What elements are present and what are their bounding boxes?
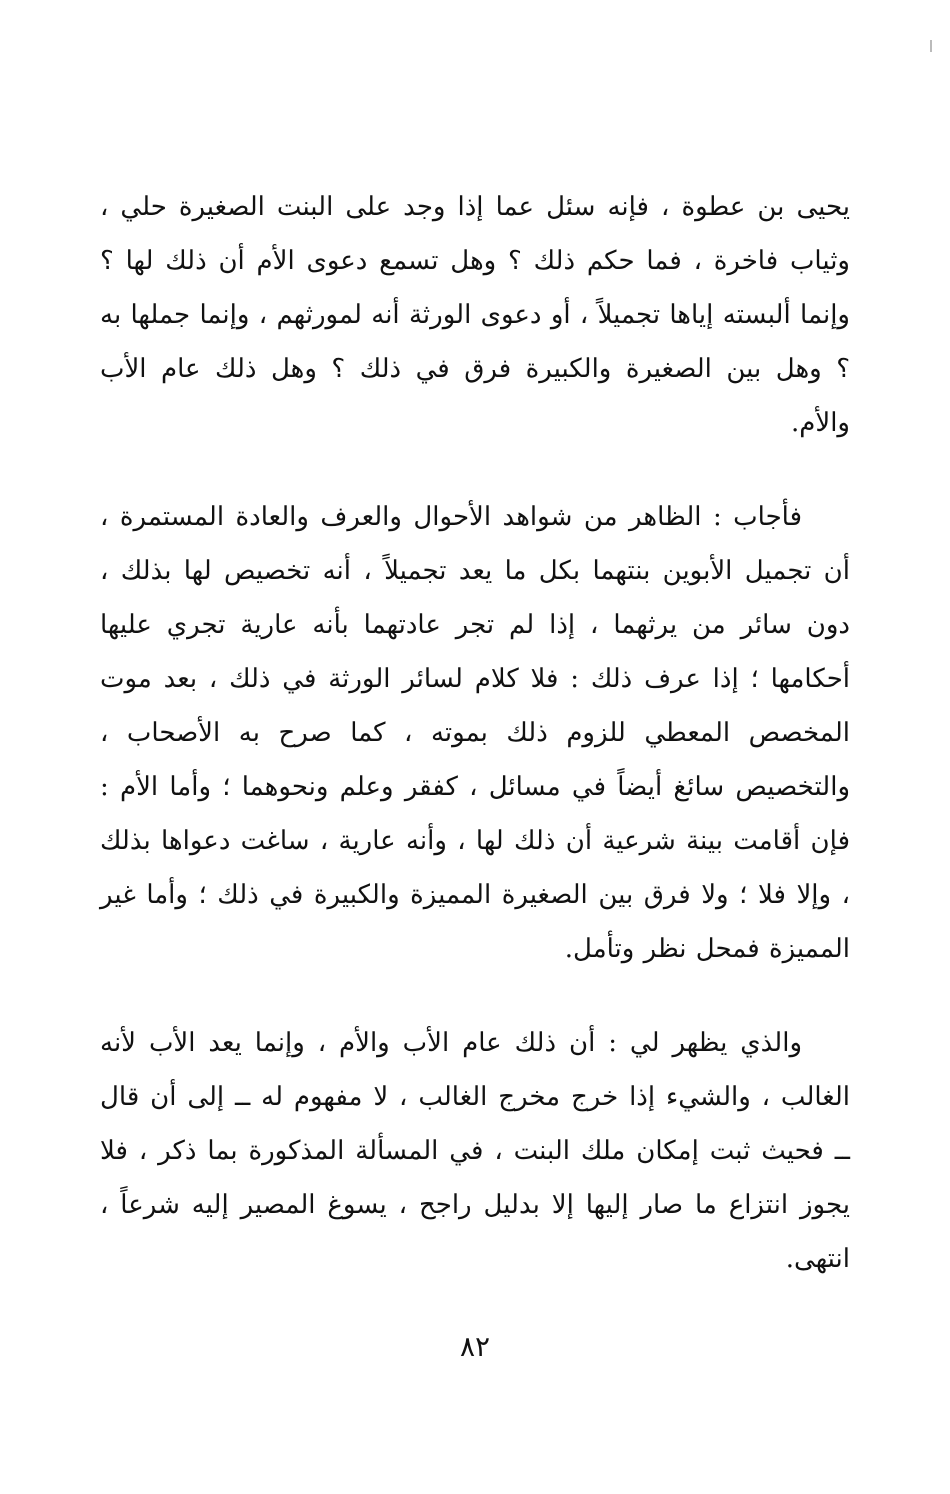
paragraph-2: فأجاب : الظاهر من شواهد الأحوال والعرف والعادة المستمرة ، أن تجميل الأبوين بنتهما بكل ما يعد تجميلاً ، أنه تخصيص لها بذلك ، دون سائر من يرثهما ، إذا لم تجر عادتهما بأنه عارية تجري عليها أحكامها ؛ إذا عرف ذلك : فلا كلام لسائر الورثة في ذلك ، بعد موت المخصص المعطي للزوم ذلك بموته ، كما صرح به الأصحاب ، والتخصيص سائغ أيضاً في مسائل ، كفقر وعلم ونحوهما ؛ وأما الأم : فإن أقامت بينة شرعية أن ذلك لها ، وأنه عارية ، ساغت دعواها بذلك ، وإلا فلا ؛ ولا فرق بين الصغيرة المميزة والكبيرة في ذلك ؛ وأما غير المميزة فمحل نظر وتأمل.: [100, 502, 851, 964]
scan-mark: [930, 40, 932, 52]
page-body: [100, 180, 850, 1326]
page-number: ٨٢: [459, 1330, 491, 1363]
paragraph-3: والذي يظهر لي : أن ذلك عام الأب والأم ، وإنما يعد الأب لأنه الغالب ، والشيء إذا خرج مخرج الغالب ، لا مفهوم له ــ إلى أن قال ــ فحيث ثبت إمكان ملك البنت ، في المسألة المذكورة بما ذكر ، فلا يجوز انتزاع ما صار إليها إلا بدليل راجح ، يسوغ المصير إليه شرعاً ، انتهى.: [100, 1028, 850, 1274]
paragraph-1: يحيى بن عطوة ، فإنه سئل عما إذا وجد على البنت الصغيرة حلي ، وثياب فاخرة ، فما حكم ذلك ؟ وهل تسمع دعوى الأم أن ذلك لها ؟ وإنما ألبسته إياها تجميلاً ، أو دعوى الورثة أنه لمورثهم ، وإنما جملها به ؟ وهل بين الصغيرة والكبيرة فرق في ذلك ؟ وهل ذلك عام الأب والأم.: [100, 192, 850, 438]
